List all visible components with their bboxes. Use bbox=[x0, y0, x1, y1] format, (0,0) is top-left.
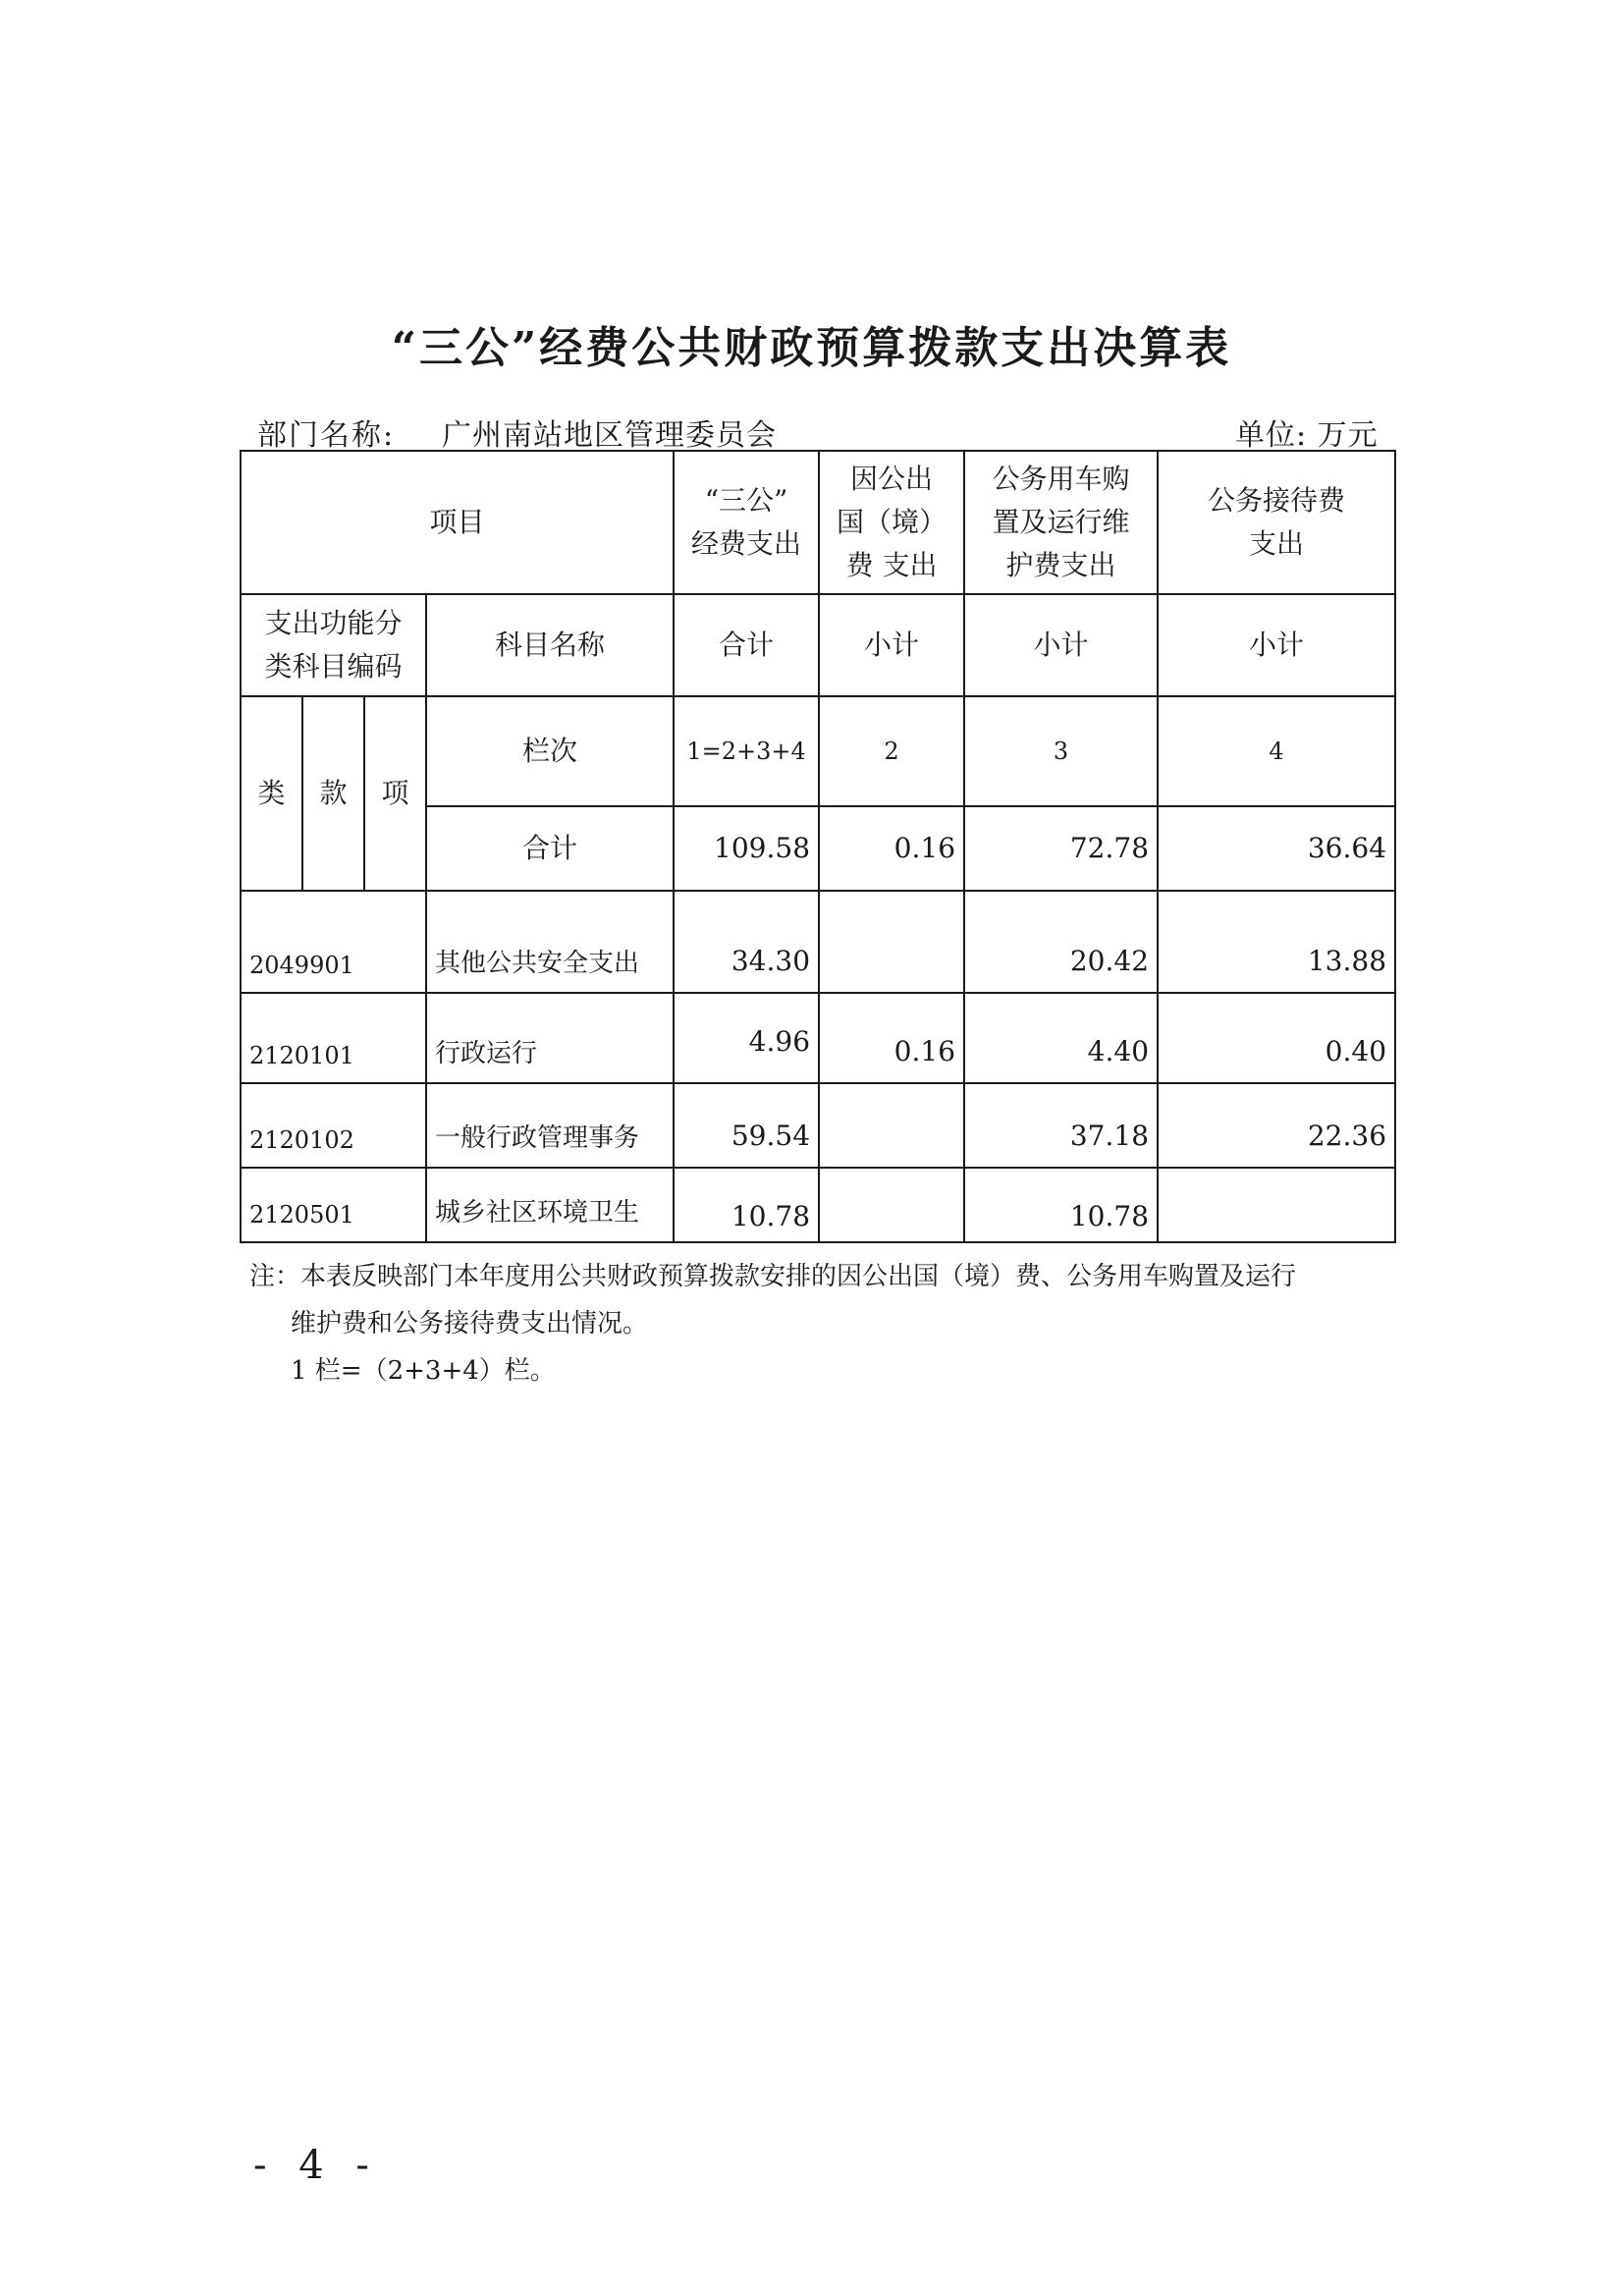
row-abroad bbox=[819, 1083, 964, 1168]
table-row bbox=[241, 1083, 1395, 1168]
row-abroad: 0.16 bbox=[819, 993, 964, 1083]
header-xiang: 项 bbox=[364, 696, 426, 891]
note-line-3: 1 栏=（2+3+4）栏。 bbox=[291, 1356, 556, 1386]
table-row bbox=[241, 993, 1395, 1083]
department-name: 广州南站地区管理委员会 bbox=[442, 418, 777, 453]
note-line-1: 注：本表反映部门本年度用公共财政预算拨款安排的因公出国（境）费、公务用车购置及运行 bbox=[249, 1262, 1297, 1291]
header-reception: 公务接待费 支出 bbox=[1158, 451, 1395, 594]
expenditure-table bbox=[240, 450, 1396, 1243]
note-line-2: 维护费和公务接待费支出情况。 bbox=[291, 1309, 649, 1339]
row-vehicle: 20.42 bbox=[964, 891, 1158, 993]
row-total: 34.30 bbox=[674, 891, 819, 993]
header-sangong: “三公” 经费支出 bbox=[674, 451, 819, 594]
row-name: 行政运行 bbox=[426, 993, 674, 1083]
column-order-3: 3 bbox=[964, 696, 1158, 806]
total-reception: 36.64 bbox=[1158, 806, 1395, 891]
row-vehicle: 4.40 bbox=[964, 993, 1158, 1083]
header-subtotal-reception: 小计 bbox=[1158, 594, 1395, 696]
table-notes bbox=[249, 1253, 1296, 1394]
header-abroad: 因公出 国（境） 费 支出 bbox=[819, 451, 964, 594]
row-reception bbox=[1158, 1168, 1395, 1242]
column-order-2: 2 bbox=[819, 696, 964, 806]
row-code: 2049901 bbox=[241, 891, 426, 993]
unit-label: 单位: 万元 bbox=[1235, 418, 1379, 453]
row-abroad bbox=[819, 1168, 964, 1242]
row-total: 4.96 bbox=[674, 993, 819, 1083]
header-lei: 类 bbox=[241, 696, 302, 891]
total-sum: 109.58 bbox=[674, 806, 819, 891]
header-subject-name: 科目名称 bbox=[426, 594, 674, 696]
column-order-1: 1=2+3+4 bbox=[674, 696, 819, 806]
row-vehicle: 10.78 bbox=[964, 1168, 1158, 1242]
department-label: 部门名称: bbox=[257, 418, 396, 453]
row-vehicle: 37.18 bbox=[964, 1083, 1158, 1168]
header-project: 项目 bbox=[241, 451, 674, 594]
document-title: “三公”经费公共财政预算拨款支出决算表 bbox=[391, 323, 1232, 373]
row-reception: 22.36 bbox=[1158, 1083, 1395, 1168]
header-subtotal-abroad: 小计 bbox=[819, 594, 964, 696]
row-reception: 13.88 bbox=[1158, 891, 1395, 993]
table-row bbox=[241, 891, 1395, 993]
header-kuan: 款 bbox=[302, 696, 364, 891]
row-code: 2120102 bbox=[241, 1083, 426, 1168]
row-name: 其他公共安全支出 bbox=[426, 891, 674, 993]
header-subtotal-vehicle: 小计 bbox=[964, 594, 1158, 696]
total-abroad: 0.16 bbox=[819, 806, 964, 891]
column-order-row bbox=[241, 696, 1395, 806]
header-row-2 bbox=[241, 594, 1395, 696]
header-vehicle: 公务用车购 置及运行维 护费支出 bbox=[964, 451, 1158, 594]
table-row bbox=[241, 1168, 1395, 1242]
page-number: - 4 - bbox=[253, 2143, 379, 2188]
row-total: 10.78 bbox=[674, 1168, 819, 1242]
row-abroad bbox=[819, 891, 964, 993]
row-total: 59.54 bbox=[674, 1083, 819, 1168]
row-reception: 0.40 bbox=[1158, 993, 1395, 1083]
header-row-1 bbox=[241, 451, 1395, 594]
total-vehicle: 72.78 bbox=[964, 806, 1158, 891]
row-name: 一般行政管理事务 bbox=[426, 1083, 674, 1168]
column-order-label: 栏次 bbox=[426, 696, 674, 806]
header-total: 合计 bbox=[674, 594, 819, 696]
row-name: 城乡社区环境卫生 bbox=[426, 1168, 674, 1242]
row-code: 2120101 bbox=[241, 993, 426, 1083]
column-order-4: 4 bbox=[1158, 696, 1395, 806]
header-code: 支出功能分 类科目编码 bbox=[241, 594, 426, 696]
row-code: 2120501 bbox=[241, 1168, 426, 1242]
total-label: 合计 bbox=[426, 806, 674, 891]
